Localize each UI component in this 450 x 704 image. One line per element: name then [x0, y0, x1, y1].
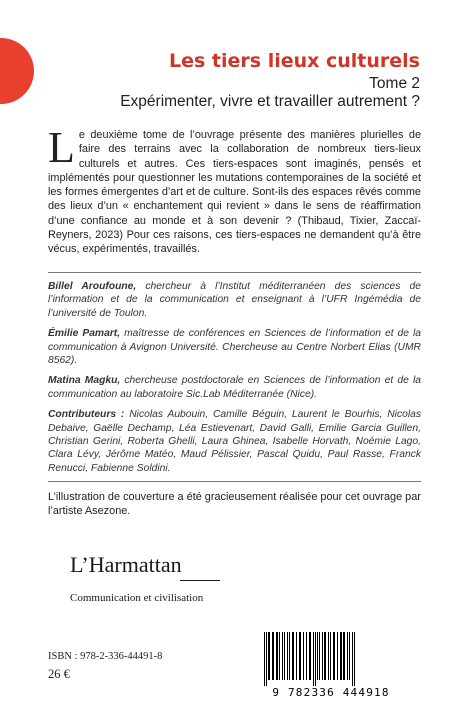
barcode-bar	[303, 632, 304, 680]
divider-bottom	[48, 481, 421, 482]
author-description: chercheur à l’Institut méditerranéen des sciences de l’information et de la communication et enseignant à l’UFR Ingémédia de l’université de Toulon.	[48, 281, 421, 319]
barcode-bar	[322, 632, 323, 680]
author-name: Matina Magku,	[48, 375, 121, 387]
barcode-bar	[266, 632, 267, 686]
barcode	[252, 630, 410, 702]
barcode-bar	[337, 632, 338, 680]
barcode-bar	[264, 632, 265, 686]
divider-top	[48, 272, 421, 273]
barcode-bar	[282, 632, 283, 680]
author-name: Émilie Pamart,	[48, 328, 121, 340]
barcode-bar	[352, 632, 353, 686]
barcode-bar	[309, 632, 311, 680]
barcode-bar	[347, 632, 348, 680]
barcode-bar	[315, 632, 316, 686]
logo-underline	[180, 580, 220, 581]
barcode-bar	[279, 632, 280, 680]
author-bios	[48, 280, 421, 482]
barcode-bar	[306, 632, 307, 680]
book-subtitle: Expérimenter, vivre et travailler autrement ?	[120, 93, 420, 110]
barcode-digits: 9 782336 444918	[272, 686, 390, 699]
barcode-bar	[292, 632, 294, 680]
intro-paragraph	[48, 123, 421, 257]
author-bio	[48, 280, 421, 320]
red-disc-decoration	[0, 38, 34, 104]
contributors-label: Contributeurs :	[48, 409, 125, 421]
author-description: chercheuse postdoctorale en Sciences de l’information et de la communication au laboratoire Sic.Lab Méditerranée (Nice).	[48, 375, 421, 400]
barcode-bar	[299, 632, 301, 680]
barcode-bar	[276, 632, 278, 680]
author-description: maîtresse de conférences en Sciences de l’information et de la communication à Avignon Université. Chercheuse au Centre Norbert Elias (UMR 8562).	[48, 328, 422, 367]
price-text: 26 €	[48, 667, 70, 681]
barcode-bar	[272, 632, 274, 680]
contributors-list: Nicolas Aubouin, Camille Béguin, Laurent le Bourhis, Nicolas Debaive, Gaëlle Dechamp, Léa Estievenart, David Galli, Emilie Garcia Guillen, Christian Gerini, Roberta Ghelli, Laura Ghinea, Isabelle Horvath, Noémie Lago, Clara Lévy, Jérôme Matéo, Maud Pélissier, Pascal Quidu, Paul Rasse, Franck Renucci, Fabienne Soldini.	[48, 409, 421, 474]
barcode-bar	[330, 632, 331, 680]
collection-name: Communication et civilisation	[70, 592, 204, 604]
author-bio	[48, 374, 421, 401]
barcode-bar	[333, 632, 335, 680]
isbn-text: ISBN : 978-2-336-44491-8	[48, 651, 163, 662]
barcode-bars	[252, 630, 410, 686]
illustration-credit: L’illustration de couverture a été gracieusement réalisée pour cet ouvrage par l’artiste Asezone.	[48, 491, 421, 518]
barcode-bar	[268, 632, 270, 680]
barcode-bar	[287, 632, 288, 680]
publisher-logo	[70, 552, 220, 612]
barcode-bar	[317, 632, 318, 680]
author-bio	[48, 327, 421, 367]
author-name: Billel Aroufoune,	[48, 281, 137, 292]
intro-text: e deuxième tome de l’ouvrage présente des manières plurielles de faire des terrains avec la collaboration de nombreux tiers-lieux culturels et autres. Ces tiers-espaces sont imaginés, pensés et implémentés pour questionner les mutations contemporaines de la société et les formes émergentes d’art et de culture. Sont-ils des espaces rêvés comme des lieux d’un « enchantement qui revient » dans le sens de réaffirmation d’une confiance au monde et à son devenir ? (Thibaud, Tixier, Zaccaï-Reyners, 2023) Pour ces raisons, ces tiers-espaces ne demandent qu’à être vécus, expérimentés, travaillés.	[48, 129, 421, 256]
barcode-bar	[319, 632, 320, 680]
drop-cap: L	[48, 123, 75, 172]
barcode-bar	[313, 632, 314, 686]
barcode-bar	[324, 632, 326, 680]
barcode-bar	[284, 632, 285, 680]
barcode-bar	[296, 632, 297, 680]
publisher-name: L’Harmattan	[70, 552, 182, 577]
book-title: Les tiers lieux culturels	[169, 50, 420, 72]
barcode-bar	[343, 632, 345, 680]
barcode-bar	[289, 632, 290, 680]
barcode-bar	[328, 632, 329, 680]
barcode-bar	[340, 632, 342, 680]
barcode-bar	[349, 632, 350, 680]
contributors	[48, 408, 421, 475]
tome-label: Tome 2	[369, 75, 420, 92]
barcode-bar	[354, 632, 355, 686]
